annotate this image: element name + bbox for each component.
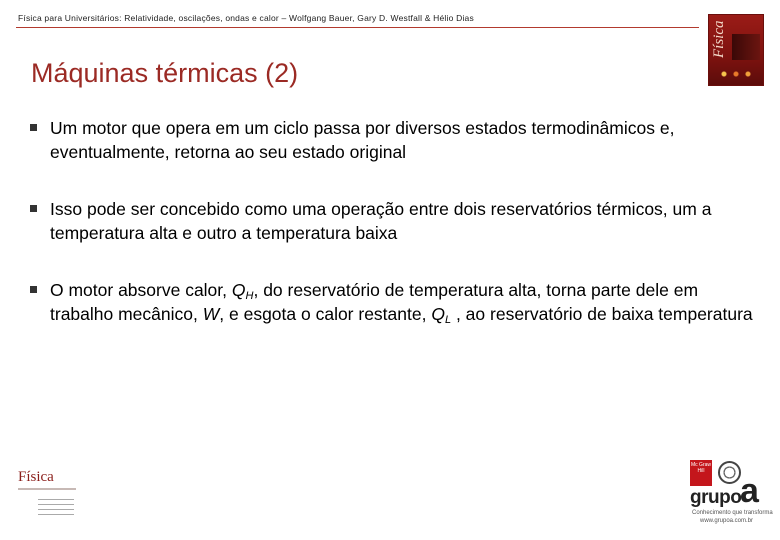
slide-title: Máquinas térmicas (2)	[31, 58, 299, 88]
publisher-tagline: Conhecimento que transforma	[692, 510, 773, 516]
book-cover-thumbnail	[708, 14, 764, 86]
grupo-a-letter: a	[740, 472, 759, 510]
publisher-url: www.grupoa.com.br	[700, 518, 754, 524]
variable-q: Q	[231, 280, 246, 300]
book-reference-header: Física para Universitários: Relatividade, oscilações, ondas e calor – Wolfgang Bauer, Gary D. Westfall & Hélio Dias	[18, 13, 474, 23]
cover-dots	[716, 68, 756, 80]
bullet-text-part: , e esgota o calor restante,	[219, 304, 432, 324]
bullet-text: Isso pode ser concebido como uma operação entre dois reservatórios térmicos, um a temperatura alta e outro a temperatura baixa	[50, 199, 712, 243]
bullet-text-part: , ao reservatório de baixa temperatura	[451, 304, 753, 324]
publisher-logo	[690, 460, 773, 530]
subscript-l: L	[444, 314, 452, 326]
variable-q: Q	[431, 304, 445, 324]
bullet-text-part: O motor absorve calor,	[50, 280, 232, 300]
book-logo	[18, 468, 98, 528]
bullet-square-icon	[30, 286, 37, 293]
bullet-item	[28, 278, 758, 326]
seal-icon	[718, 461, 741, 484]
book-logo-word: Física	[18, 469, 54, 485]
bullet-list	[28, 116, 758, 359]
logo-text-lines	[38, 499, 74, 515]
cover-title: Física	[711, 20, 727, 58]
bullet-item	[28, 197, 758, 245]
bullet-square-icon	[30, 205, 37, 212]
grupo-wordmark: grupo	[690, 487, 742, 508]
bullet-square-icon	[30, 124, 37, 131]
cover-graphic	[732, 34, 760, 60]
variable-w: W	[202, 304, 220, 324]
bullet-text: Um motor que opera em um ciclo passa por diversos estados termodinâmicos e, eventualmente, retorna ao seu estado original	[50, 118, 675, 162]
bullet-text-part: , do reservatório de temperatura alta, torna parte dele em trabalho mecânico,	[50, 280, 699, 324]
bullet-item	[28, 116, 758, 164]
subscript-h: H	[245, 290, 254, 302]
logo-underline	[18, 488, 76, 490]
mcgraw-hill-logo: Mc Graw Hill	[690, 460, 712, 486]
header-divider	[16, 27, 699, 28]
